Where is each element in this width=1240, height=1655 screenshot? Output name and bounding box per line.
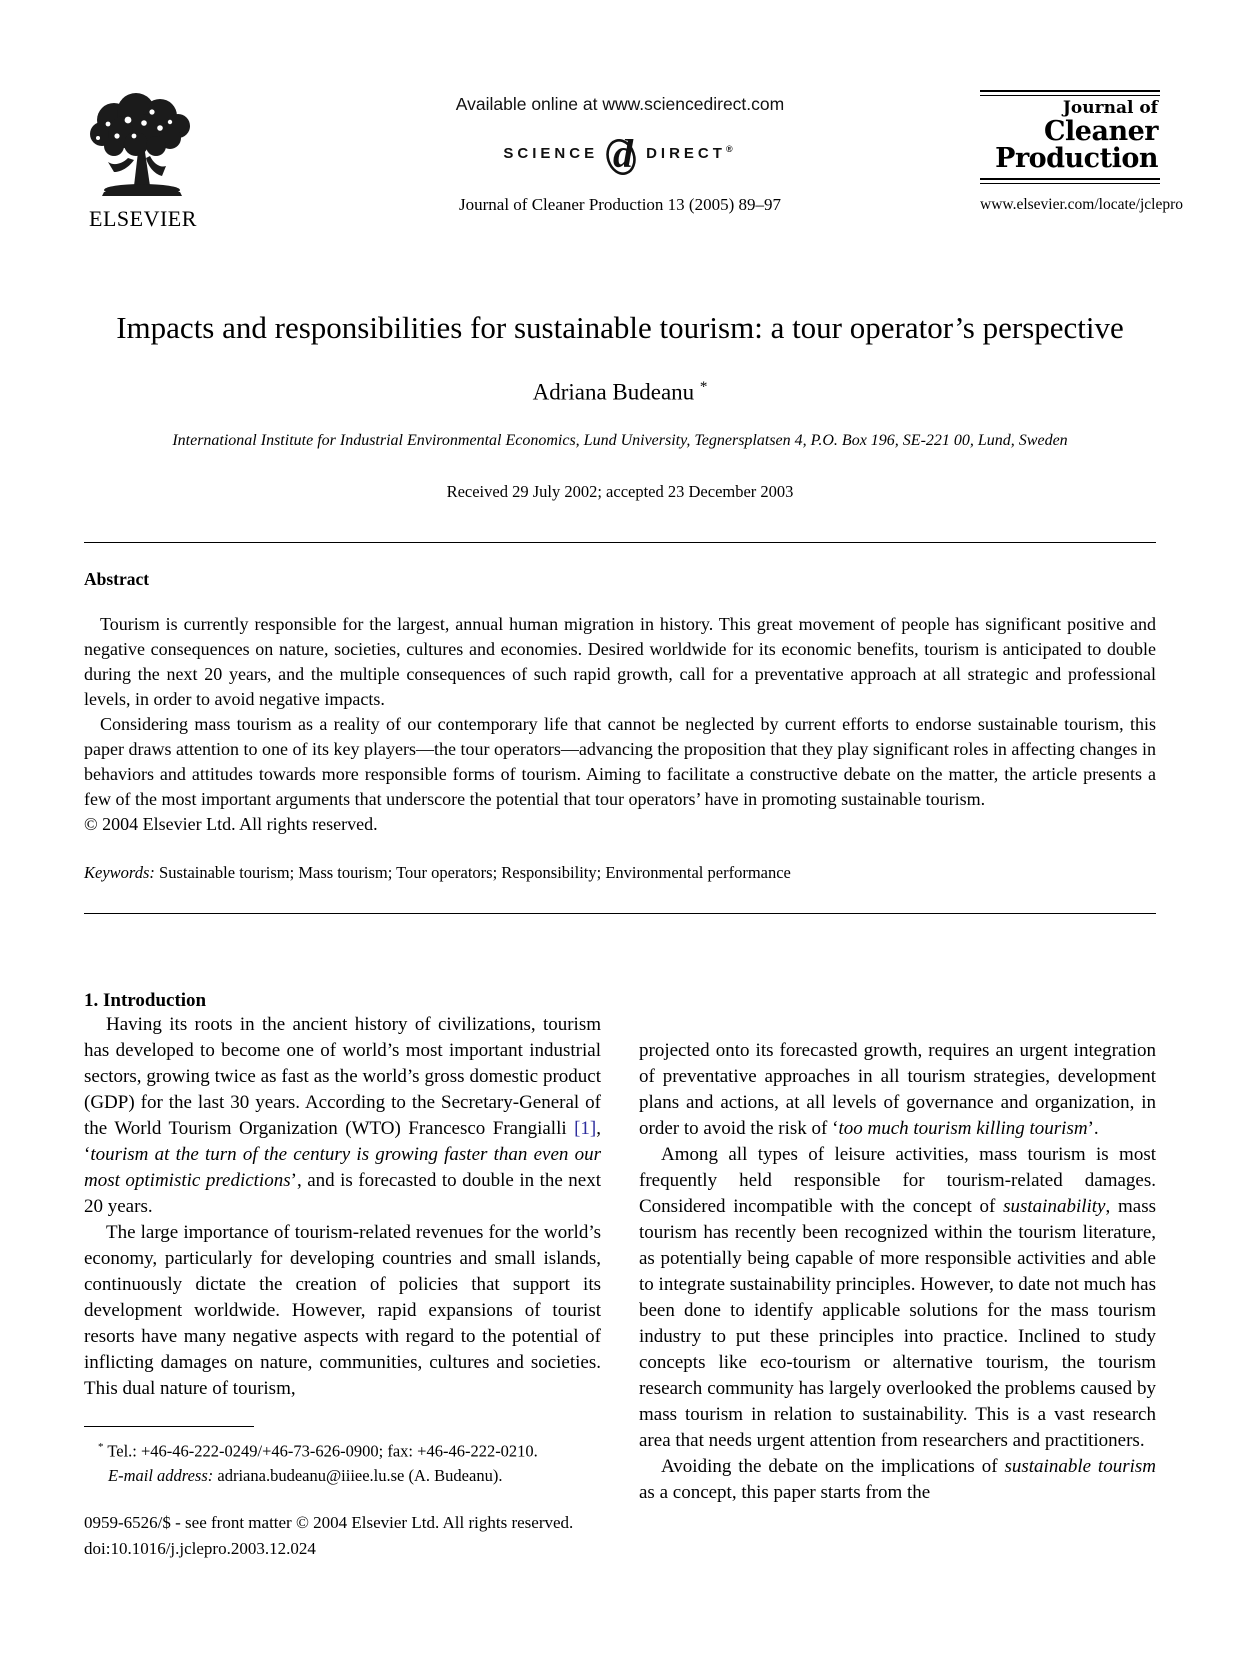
science-direct-d-icon [600, 127, 644, 179]
title-block [84, 307, 1156, 502]
footnote-block [84, 1426, 601, 1563]
journal-citation: Journal of Cleaner Production 13 (2005) 89–97 [459, 195, 781, 214]
intro-paragraph-2: The large importance of tourism-related revenues for the world’s economy, particularly for developing countries and small islands, continuously dictate the creation of policies that support its development worldwide. However, rapid expansions of tourist resorts have many negative aspects with regard to the potential of inflicting damages on nature, communities, cultures and societies. This dual nature of tourism, [84, 1221, 601, 1399]
elsevier-tree-icon [78, 92, 208, 204]
abstract-section [84, 569, 1156, 883]
abstract-top-rule [84, 542, 1156, 543]
right-column [639, 962, 1156, 1563]
svg-text:d: d [613, 131, 634, 176]
keywords-line [84, 863, 1156, 883]
elsevier-wordmark: ELSEVIER [89, 206, 197, 231]
imprint-block [84, 1510, 601, 1562]
science-direct-logo [390, 127, 850, 179]
available-online-link[interactable]: Available online at www.sciencedirect.com [455, 94, 785, 114]
journal-logo-line3: Production [995, 143, 1158, 174]
doi-line[interactable]: doi:10.1016/j.jclepro.2003.12.024 [84, 1539, 316, 1559]
intro-paragraph-4: Among all types of leisure activities, mass tourism is most frequently held responsible for tourism-related damages. Considered incompatible with the concept of sustainability, mass tourism has recently been recognized within the tourism literature, as potentially being capable of more responsible activities and able to integrate sustainability principles. However, to date not much has been done to identify applicable solutions for the mass tourism industry to put these principles into practice. Inclined to study concepts like eco-tourism or alternative tourism, the tourism research community has largely overlooked the problems caused by mass tourism in relation to sustainability. This is a vast research area that needs urgent attention from researchers and practitioners. [639, 1143, 1156, 1451]
science-direct-direct-label: DIRECT® [646, 144, 737, 162]
left-column [84, 962, 601, 1563]
section-heading-introduction: 1. Introduction [84, 989, 207, 1011]
journal-url-link[interactable]: www.elsevier.com/locate/jclepro [980, 196, 1183, 213]
intro-paragraph-1: Having its roots in the ancient history of civilizations, tourism has developed to become one of world’s most important industrial sectors, growing twice as fast as the world’s gross domestic product (GDP) for the last 30 years. According to the Secretary-General of the World Tourism Organization (WTO) Francesco Frangialli [1], ‘tourism at the turn of the century is growing faster than even our most optimistic predictions’, and is forecasted to double in the next 20 years. [84, 1013, 602, 1217]
header-center [390, 94, 850, 215]
keywords-text: Sustainable tourism; Mass tourism; Tour operators; Responsibility; Environmental performance [154, 862, 791, 882]
footnote-rule [84, 1426, 254, 1427]
elsevier-logo-block [78, 92, 208, 232]
abstract-copyright-line: © 2004 Elsevier Ltd. All rights reserved. [84, 813, 378, 834]
abstract-paragraph-1: Tourism is currently responsible for the largest, annual human migration in history. This great movement of people has significant positive and negative consequences on nature, societies, cultures and economies. Desired worldwide for its economic benefits, tourism is anticipated to double during the next 20 years, and the multiple consequences of such rapid growth, call for a preventative approach at all strategic and professional levels, in order to avoid negative impacts. [84, 613, 1156, 709]
author-footnote-marker[interactable]: * [699, 379, 708, 395]
keywords-label: Keywords: [84, 862, 155, 882]
email-link[interactable]: adriana.budeanu@iiiee.lu.se [213, 1466, 405, 1486]
issn-line: 0959-6526/$ - see front matter © 2004 Elsevier Ltd. All rights reserved. [84, 1513, 574, 1533]
journal-logo-line1: Journal of [1062, 98, 1158, 118]
science-direct-science-label: SCIENCE [503, 144, 599, 162]
journal-logo-box [980, 90, 1183, 214]
registered-mark-icon: ® [725, 144, 737, 154]
abstract-paragraph-2: Considering mass tourism as a reality of our contemporary life that cannot be neglected by current efforts to endorse sustainable tourism, this paper draws attention to one of its key players—the tour operators—advancing the proposition that they play significant roles in affecting changes in behaviors and attitudes towards more responsible forms of tourism. Aiming to facilitate a constructive debate on the matter, the article presents a few of the most important arguments that underscore the potential that tour operators’ have in promoting sustainable tourism. [84, 713, 1156, 809]
article-body [84, 962, 1156, 1563]
abstract-heading: Abstract [84, 568, 150, 589]
footnote-tel: * Tel.: +46-46-222-0249/+46-73-626-0900; fax: +46-46-222-0210. [98, 1440, 538, 1461]
author-name: Adriana Budeanu * [532, 379, 708, 405]
journal-logo-line2: Cleaner [1044, 116, 1158, 147]
footnote-email: E-mail address: adriana.budeanu@iiiee.lu.se (A. Budeanu). [108, 1466, 503, 1486]
author-affiliation: International Institute for Industrial Environmental Economics, Lund University, Tegnersplatsen 4, P.O. Box 196, SE-221 00, Lund, Sweden [172, 431, 1068, 449]
journal-box-bottom-rule [980, 178, 1160, 184]
received-dates: Received 29 July 2002; accepted 23 December 2003 [446, 481, 794, 501]
intro-paragraph-5: Avoiding the debate on the implications of sustainable tourism as a concept, this paper starts from the [639, 1455, 1156, 1503]
paper-title: Impacts and responsibilities for sustainable tourism: a tour operator’s perspective [116, 310, 1124, 345]
page-header [84, 90, 1183, 255]
intro-paragraph-3: projected onto its forecasted growth, requires an urgent integration of preventative approaches in all tourism strategies, development plans and actions, at all levels of governance and organization, in order to avoid the risk of ‘too much tourism killing tourism’. [639, 1039, 1156, 1139]
abstract-bottom-rule [84, 913, 1156, 914]
